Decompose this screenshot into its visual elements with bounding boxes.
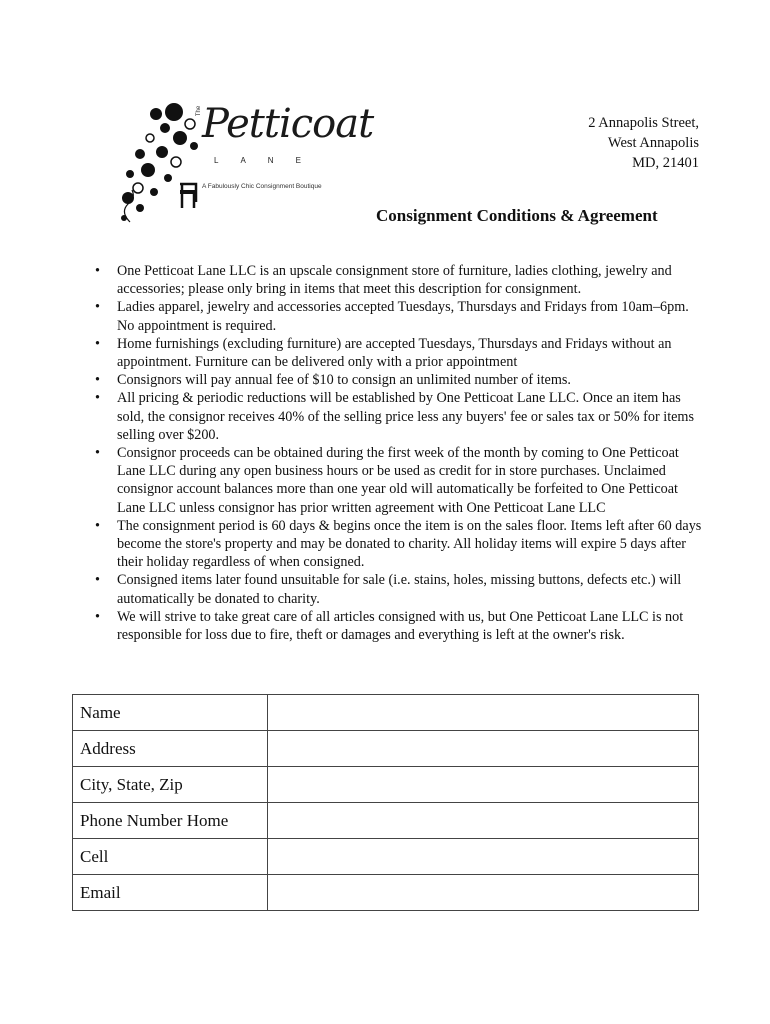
address-line-1: 2 Annapolis Street, [588,115,699,131]
store-address [588,113,699,173]
address-line-3: MD, 21401 [632,155,699,171]
term-item: • Consigned items later found unsuitable for sale (i.e. stains, holes, missing buttons, defects etc.) will automatically be donated to charity. [95,571,705,607]
term-item: • Consignors will pay annual fee of $10 to consign an unlimited number of items. [95,371,705,389]
store-logo [110,94,374,234]
brand-subtitle: LANE [214,156,323,165]
term-item: • We will strive to take great care of all articles consigned with us, but One Petticoat Lane LLC is not responsible for loss due to fire, theft or damages and everything is left at the owner's risk. [95,608,705,644]
address-label: Address [73,731,268,767]
cell-label: Cell [73,839,268,875]
brand-tagline: A Fabulously Chic Consignment Boutique [202,183,322,190]
terms-list [95,262,705,644]
phone-home-label: Phone Number Home [73,803,268,839]
address-line-2: West Annapolis [607,135,699,151]
form-row-address [73,731,699,767]
city-state-zip-label: City, State, Zip [73,767,268,803]
name-field[interactable] [268,695,699,731]
form-row-name [73,695,699,731]
form-row-cell [73,839,699,875]
brand-prefix: The [196,105,203,117]
term-item: • All pricing & periodic reductions will be established by One Petticoat Lane LLC. Once an item has sold, the consignor receives 40% of the selling price less any buyers' fee or sales tax or 50% for items selling over $200. [95,389,705,444]
term-item: • Home furnishings (excluding furniture) are accepted Tuesdays, Thursdays and Fridays without an appointment. Furniture can be delivered only with a prior appointment [95,335,705,371]
dots-tree-graphic [110,94,210,234]
city-state-zip-field[interactable] [268,767,699,803]
term-item: • Consignor proceeds can be obtained during the first week of the month by coming to One Petticoat Lane LLC during any open business hours or be used as credit for in store purchases. Unclaimed consignor account balances more than one year old will automatically be forfeited to One Petticoat Lane LLC unless consignor has prior written agreement with One Petticoat Lane LLC [95,444,705,517]
term-item: • The consignment period is 60 days & begins once the item is on the sales floor. Items left after 60 days become the store's property and may be donated to charity. All holiday items will expire 5 days after their holiday regardless of when consigned. [95,517,705,572]
form-row-phone-home [73,803,699,839]
email-field[interactable] [268,875,699,911]
form-row-city-state-zip [73,767,699,803]
consignor-info-form [72,694,699,911]
cell-field[interactable] [268,839,699,875]
term-item: • One Petticoat Lane LLC is an upscale consignment store of furniture, ladies clothing, jewelry and accessories; please only bring in items that meet this description for consignment. [95,262,705,298]
phone-home-field[interactable] [268,803,699,839]
email-label: Email [73,875,268,911]
term-item: • Ladies apparel, jewelry and accessories accepted Tuesdays, Thursdays and Fridays from 10am–6pm. No appointment is required. [95,298,705,334]
form-row-email [73,875,699,911]
address-field[interactable] [268,731,699,767]
page-title: Consignment Conditions & Agreement [376,206,658,225]
name-label: Name [73,695,268,731]
brand-name: Petticoat [202,101,374,147]
